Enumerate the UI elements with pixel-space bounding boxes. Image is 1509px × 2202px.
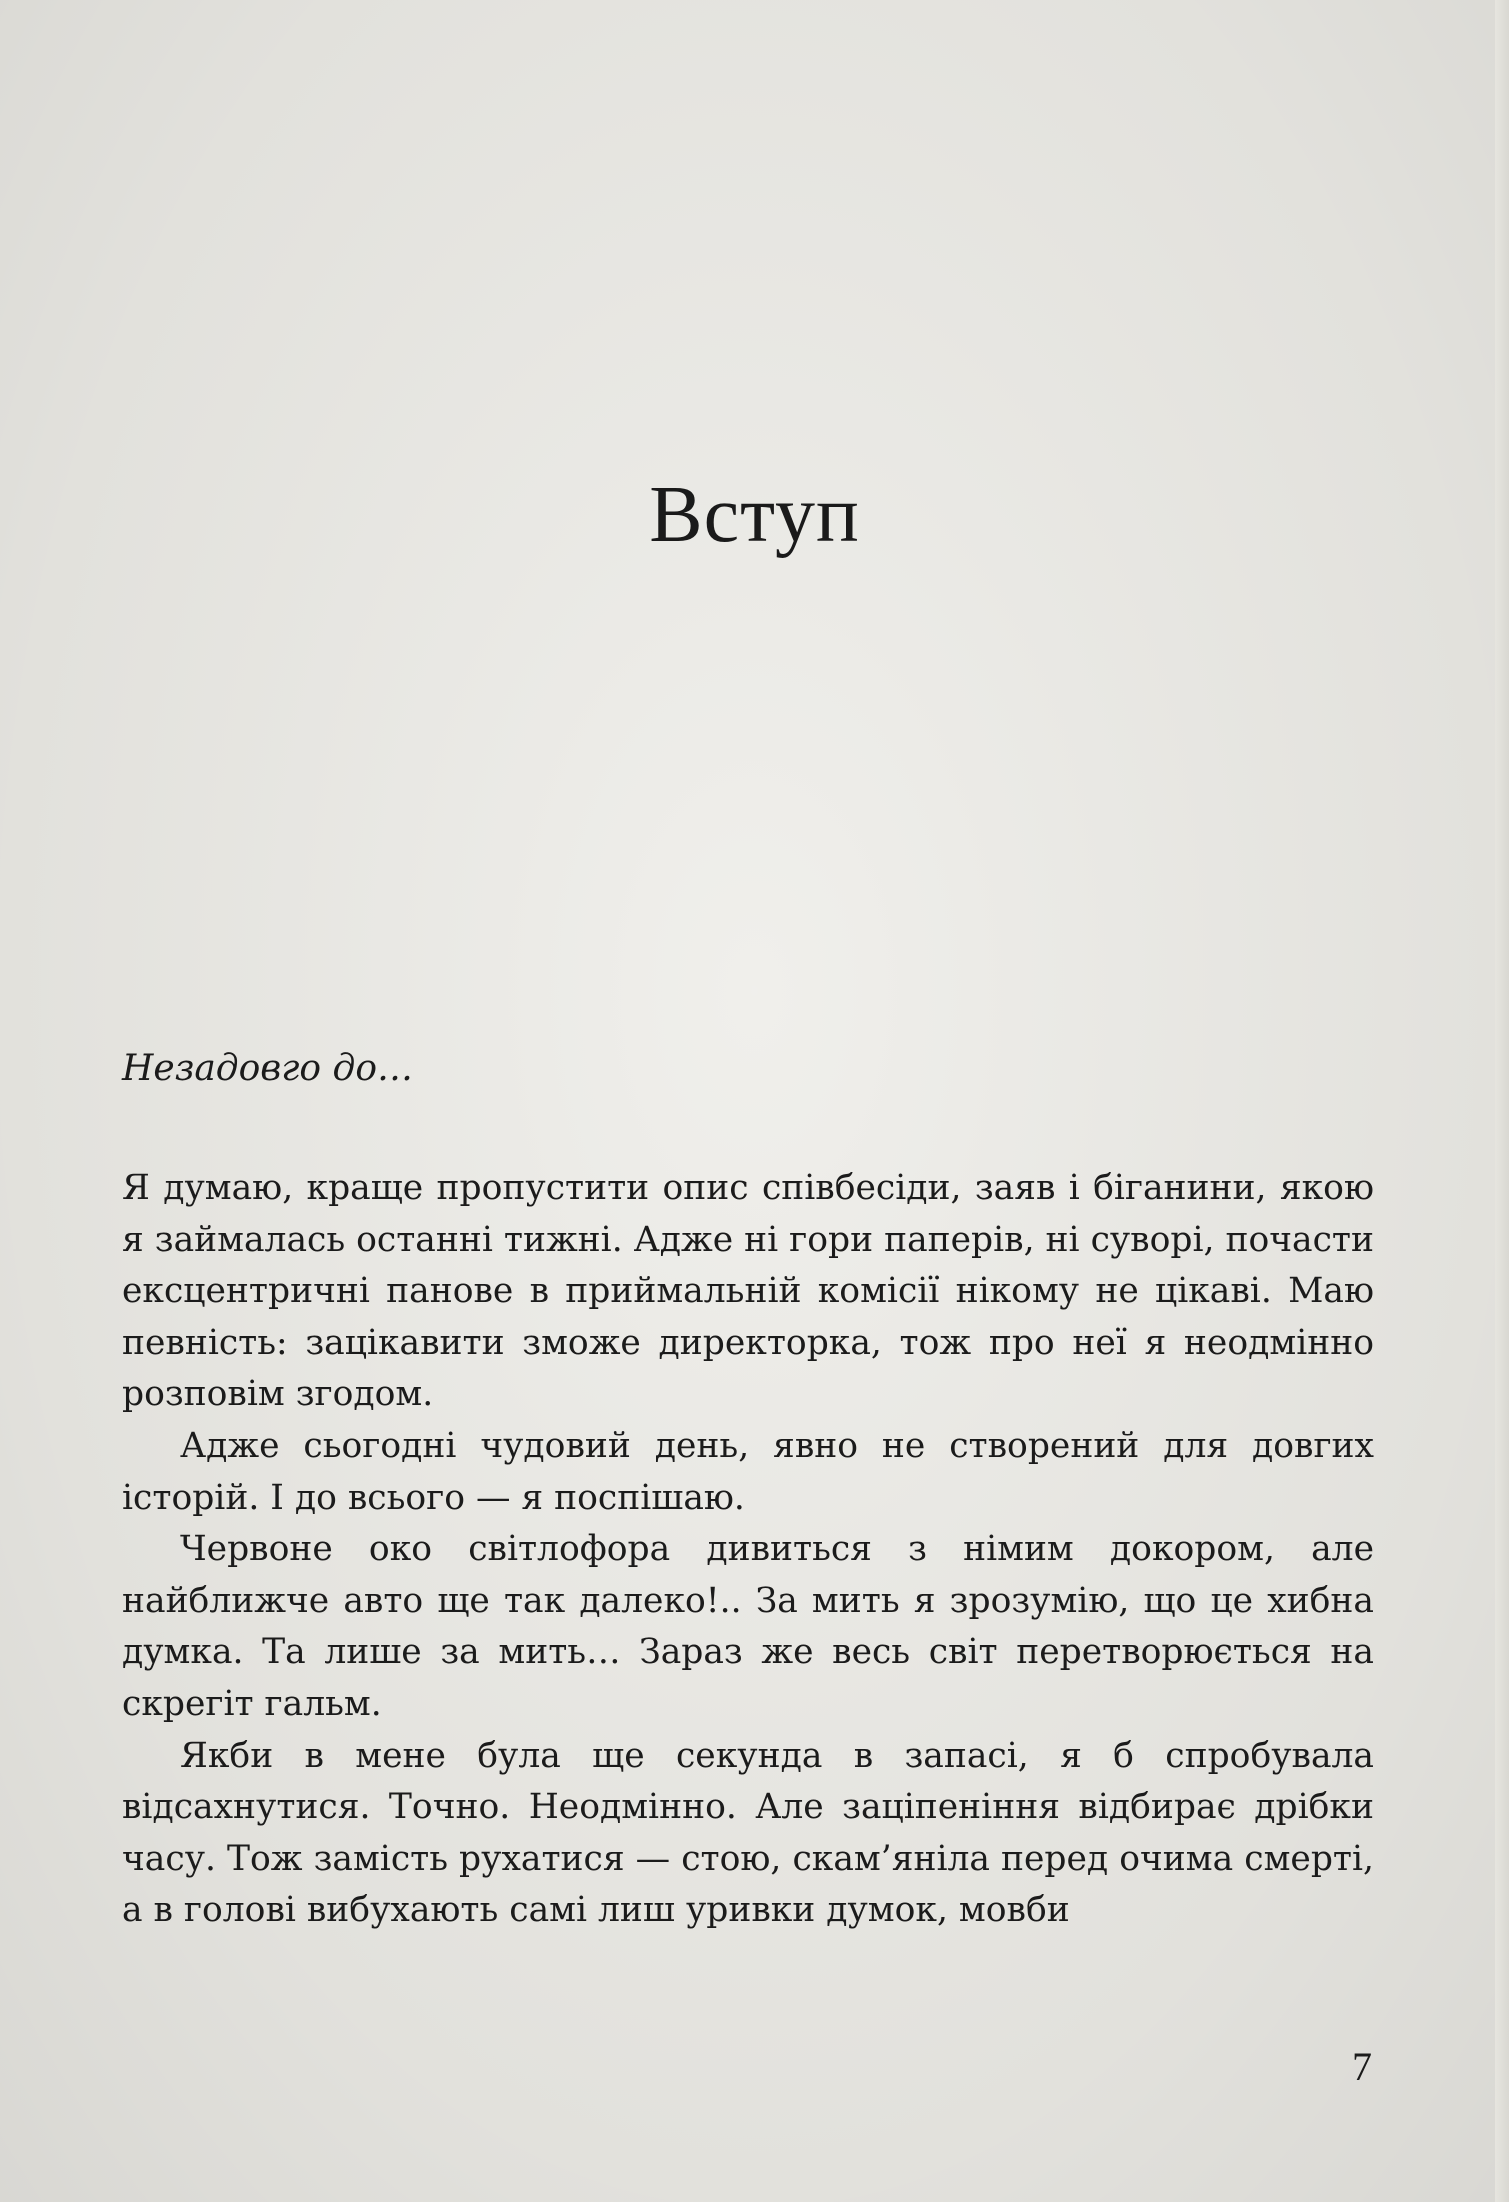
page-number: 7 — [1352, 2044, 1372, 2089]
paragraph: Якби в мене була ще секунда в запасі, я б спробувала відсахнутися. Точно. Неодмінно. Але заціпеніння відбирає дрібки часу. Тож замість рухатися — стою, скам’яніла перед очима смерті, а в голові вибухають самі лиш уривки думок, мовби — [122, 1735, 1374, 1931]
paragraph: Червоне око світлофора дивиться з німим докором, але найближче авто ще так далеко!.. За мить я зрозумію, що це хибна думка. Та лише за мить… Зараз же весь світ перетворюється на скрегіт гальм. — [122, 1529, 1374, 1724]
paragraph: Адже сьогодні чудовий день, явно не створений для довгих історій. І до всього — я поспішаю. — [122, 1425, 1374, 1518]
body-text — [122, 1163, 1374, 1937]
page-edge-shadow — [1495, 0, 1509, 2202]
paragraph: Я думаю, краще пропустити опис співбесіди, заяв і біганини, якою я займалась останні тижні. Адже ні гори паперів, ні суворі, почасти ексцентричні панове в приймальній комісії нікому не цікаві. Маю певність: зацікавити зможе директорка, тож про неї я неодмінно розповім згодом. — [122, 1168, 1374, 1415]
epigraph: Незадовго до… — [122, 1048, 414, 1089]
chapter-title: Вступ — [649, 471, 860, 559]
